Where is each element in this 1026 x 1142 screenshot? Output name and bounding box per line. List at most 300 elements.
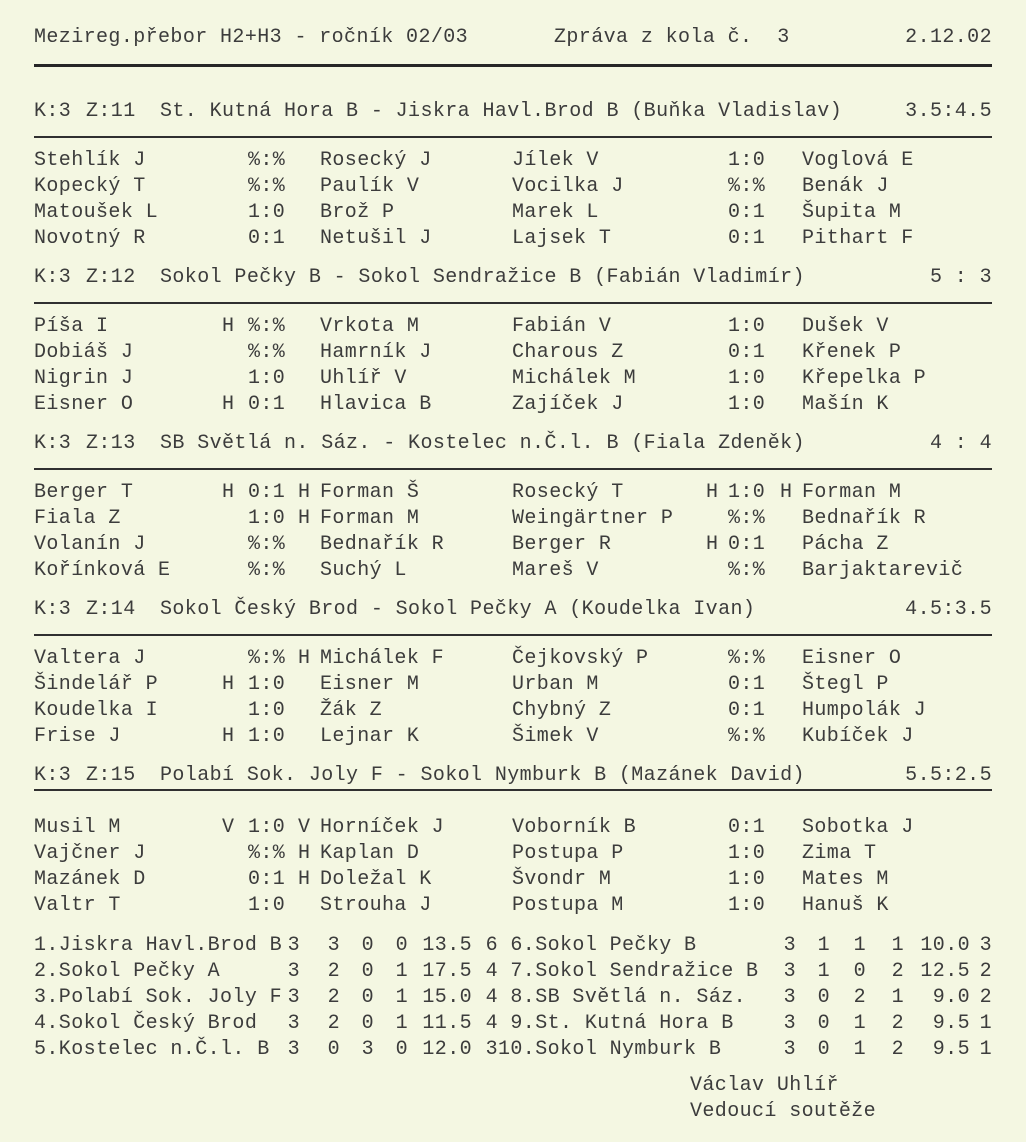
away-player: Bednařík R bbox=[802, 507, 927, 530]
board-row bbox=[34, 200, 992, 226]
handicap-marker bbox=[222, 148, 248, 174]
match-points: 3 bbox=[979, 934, 992, 957]
team-name: 9.St. Kutná Hora B bbox=[498, 1012, 734, 1035]
handicap-marker bbox=[780, 698, 802, 724]
handicap-marker bbox=[780, 558, 802, 584]
board-row bbox=[34, 532, 992, 558]
draws: 1 bbox=[853, 934, 866, 957]
draws: 2 bbox=[853, 986, 866, 1009]
losses: 0 bbox=[395, 934, 408, 957]
handicap-marker bbox=[780, 148, 802, 174]
board-score: 1:0 bbox=[728, 315, 766, 338]
signature-block bbox=[690, 1073, 992, 1125]
board-score: 1:0 bbox=[728, 367, 766, 390]
home-player: Valtera J bbox=[34, 647, 146, 670]
team-name: 7.Sokol Sendražice B bbox=[498, 960, 759, 983]
board-score: %:% bbox=[248, 315, 286, 338]
signature-role: Vedoucí soutěže bbox=[690, 1100, 877, 1123]
handicap-marker bbox=[780, 366, 802, 392]
games-played: 3 bbox=[783, 1038, 796, 1061]
away-player: Hlavica B bbox=[320, 393, 432, 416]
home-player: Fiala Z bbox=[34, 507, 121, 530]
home-player: Urban M bbox=[512, 673, 599, 696]
wins: 2 bbox=[327, 986, 340, 1009]
match-section-z14 bbox=[34, 598, 992, 750]
round-code: K:3 bbox=[34, 100, 72, 123]
board-score: 1:0 bbox=[728, 149, 766, 172]
handicap-marker bbox=[780, 815, 802, 841]
handicap-marker: H bbox=[222, 393, 235, 416]
away-player: Pithart F bbox=[802, 227, 914, 250]
board-rows bbox=[34, 815, 992, 919]
handicap-marker bbox=[298, 174, 320, 200]
handicap-marker bbox=[706, 724, 728, 750]
draws: 0 bbox=[853, 960, 866, 983]
away-player: Mates M bbox=[802, 868, 889, 891]
handicap-marker: H bbox=[298, 842, 311, 865]
away-player: Barjaktarevič bbox=[802, 559, 964, 582]
board-score: 0:1 bbox=[728, 673, 766, 696]
draws: 0 bbox=[361, 1012, 374, 1035]
away-player: Žák Z bbox=[320, 699, 383, 722]
handicap-marker bbox=[706, 366, 728, 392]
team-name: 10.Sokol Nymburk B bbox=[498, 1038, 722, 1061]
away-player: Doležal K bbox=[320, 868, 432, 891]
standings-right-column bbox=[498, 933, 992, 1063]
home-player: Zajíček J bbox=[512, 393, 624, 416]
board-score: %:% bbox=[248, 647, 286, 670]
handicap-marker bbox=[706, 506, 728, 532]
handicap-marker bbox=[780, 672, 802, 698]
handicap-marker: H bbox=[298, 481, 311, 504]
round-code: K:3 bbox=[34, 598, 72, 621]
away-player: Lejnar K bbox=[320, 725, 420, 748]
home-player: Stehlík J bbox=[34, 149, 146, 172]
board-row bbox=[34, 314, 992, 340]
home-player: Berger T bbox=[34, 481, 134, 504]
board-score: %:% bbox=[728, 647, 766, 670]
handicap-marker bbox=[222, 506, 248, 532]
board-score: 1:0 bbox=[248, 367, 286, 390]
home-player: Frise J bbox=[34, 725, 121, 748]
home-player: Koudelka I bbox=[34, 699, 159, 722]
board-score: 1:0 bbox=[728, 393, 766, 416]
wins: 0 bbox=[817, 986, 830, 1009]
board-score: 1:0 bbox=[248, 201, 286, 224]
home-player: Voborník B bbox=[512, 816, 637, 839]
team-name: 6.Sokol Pečky B bbox=[498, 934, 697, 957]
handicap-marker: H bbox=[298, 868, 311, 891]
home-player: Musil M bbox=[34, 816, 121, 839]
handicap-marker bbox=[222, 867, 248, 893]
home-player: Michálek M bbox=[512, 367, 637, 390]
board-row bbox=[34, 506, 992, 532]
handicap-marker bbox=[780, 867, 802, 893]
standings-row bbox=[34, 1037, 498, 1063]
board-score: 0:1 bbox=[248, 393, 286, 416]
board-score: 1:0 bbox=[728, 481, 766, 504]
handicap-marker bbox=[780, 532, 802, 558]
handicap-marker: H bbox=[298, 507, 311, 530]
match-points: 6 bbox=[485, 934, 498, 957]
handicap-marker bbox=[706, 815, 728, 841]
handicap-marker: H bbox=[222, 725, 235, 748]
handicap-marker bbox=[706, 893, 728, 919]
handicap-marker bbox=[706, 841, 728, 867]
match-points: 1 bbox=[979, 1038, 992, 1061]
handicap-marker bbox=[706, 646, 728, 672]
team-name: 1.Jiskra Havl.Brod B bbox=[34, 934, 283, 957]
board-score: 1:0 bbox=[248, 725, 286, 748]
handicap-marker bbox=[706, 672, 728, 698]
match-result: 3.5:4.5 bbox=[905, 100, 992, 123]
board-rows bbox=[34, 314, 992, 418]
home-player: Lajsek T bbox=[512, 227, 612, 250]
match-title: Sokol Pečky B - Sokol Sendražice B (Fabián Vladimír) bbox=[160, 266, 805, 289]
handicap-marker: H bbox=[706, 533, 719, 556]
standings-row bbox=[498, 1037, 992, 1063]
header-divider bbox=[34, 64, 992, 67]
board-points: 17.5 bbox=[422, 960, 472, 983]
board-score: %:% bbox=[248, 559, 286, 582]
board-row bbox=[34, 646, 992, 672]
wins: 0 bbox=[327, 1038, 340, 1061]
handicap-marker bbox=[222, 532, 248, 558]
home-player: Rosecký T bbox=[512, 481, 624, 504]
losses: 1 bbox=[395, 986, 408, 1009]
wins: 1 bbox=[817, 960, 830, 983]
standings-row bbox=[34, 933, 498, 959]
match-result: 4 : 4 bbox=[929, 432, 992, 455]
handicap-marker bbox=[706, 226, 728, 252]
games-played: 3 bbox=[783, 934, 796, 957]
away-player: Paulík V bbox=[320, 175, 420, 198]
match-header bbox=[34, 100, 992, 124]
board-score: 0:1 bbox=[728, 227, 766, 250]
board-score: 0:1 bbox=[248, 868, 286, 891]
away-player: Netušil J bbox=[320, 227, 432, 250]
handicap-marker bbox=[780, 724, 802, 750]
draws: 0 bbox=[361, 960, 374, 983]
losses: 2 bbox=[891, 1038, 904, 1061]
match-number: Z:14 bbox=[86, 598, 136, 621]
board-points: 10.0 bbox=[920, 934, 970, 957]
losses: 1 bbox=[395, 960, 408, 983]
board-row bbox=[34, 226, 992, 252]
match-header bbox=[34, 598, 992, 622]
board-points: 9.0 bbox=[932, 986, 970, 1009]
board-rows bbox=[34, 480, 992, 584]
home-player: Marek L bbox=[512, 201, 599, 224]
standings-row bbox=[34, 985, 498, 1011]
handicap-marker: H bbox=[222, 673, 235, 696]
losses: 1 bbox=[891, 934, 904, 957]
match-title: SB Světlá n. Sáz. - Kostelec n.Č.l. B (Fiala Zdeněk) bbox=[160, 432, 805, 455]
board-score: %:% bbox=[248, 533, 286, 556]
games-played: 3 bbox=[783, 986, 796, 1009]
losses: 1 bbox=[891, 986, 904, 1009]
handicap-marker bbox=[298, 314, 320, 340]
handicap-marker bbox=[298, 392, 320, 418]
standings-row bbox=[34, 959, 498, 985]
home-player: Píša I bbox=[34, 315, 109, 338]
board-row bbox=[34, 815, 992, 841]
board-points: 11.5 bbox=[422, 1012, 472, 1035]
board-points: 9.5 bbox=[932, 1038, 970, 1061]
board-row bbox=[34, 867, 992, 893]
handicap-marker bbox=[222, 174, 248, 200]
handicap-marker bbox=[780, 174, 802, 200]
board-score: %:% bbox=[728, 725, 766, 748]
board-score: %:% bbox=[728, 175, 766, 198]
losses: 0 bbox=[395, 1038, 408, 1061]
handicap-marker bbox=[222, 340, 248, 366]
losses: 2 bbox=[891, 960, 904, 983]
games-played: 3 bbox=[287, 1038, 300, 1061]
board-score: 0:1 bbox=[248, 481, 286, 504]
away-player: Kaplan D bbox=[320, 842, 420, 865]
board-row bbox=[34, 724, 992, 750]
handicap-marker bbox=[706, 867, 728, 893]
handicap-marker bbox=[298, 558, 320, 584]
team-name: 2.Sokol Pečky A bbox=[34, 960, 221, 983]
handicap-marker bbox=[298, 200, 320, 226]
handicap-marker: H bbox=[780, 481, 793, 504]
handicap-marker bbox=[780, 340, 802, 366]
match-section-z11 bbox=[34, 100, 992, 252]
board-row bbox=[34, 392, 992, 418]
home-player: Jílek V bbox=[512, 149, 599, 172]
handicap-marker bbox=[222, 893, 248, 919]
team-name: 3.Polabí Sok. Joly F bbox=[34, 986, 283, 1009]
handicap-marker bbox=[298, 340, 320, 366]
board-score: %:% bbox=[728, 559, 766, 582]
away-player: Forman Š bbox=[320, 481, 420, 504]
home-player: Weingärtner P bbox=[512, 507, 674, 530]
away-player: Forman M bbox=[802, 481, 902, 504]
home-player: Kopecký T bbox=[34, 175, 146, 198]
board-score: %:% bbox=[248, 175, 286, 198]
team-name: 4.Sokol Český Brod bbox=[34, 1012, 258, 1035]
handicap-marker: H bbox=[706, 481, 719, 504]
standings-row bbox=[498, 959, 992, 985]
match-points: 1 bbox=[979, 1012, 992, 1035]
handicap-marker bbox=[222, 646, 248, 672]
home-player: Švondr M bbox=[512, 868, 612, 891]
handicap-marker bbox=[706, 558, 728, 584]
handicap-marker bbox=[222, 200, 248, 226]
home-player: Mazánek D bbox=[34, 868, 146, 891]
board-score: 0:1 bbox=[728, 533, 766, 556]
wins: 3 bbox=[327, 934, 340, 957]
handicap-marker bbox=[706, 698, 728, 724]
away-player: Mašín K bbox=[802, 393, 889, 416]
board-score: %:% bbox=[248, 842, 286, 865]
standings-row bbox=[498, 933, 992, 959]
match-section-z12 bbox=[34, 266, 992, 418]
board-score: 1:0 bbox=[248, 673, 286, 696]
away-player: Eisner M bbox=[320, 673, 420, 696]
away-player: Michálek F bbox=[320, 647, 445, 670]
home-player: Mareš V bbox=[512, 559, 599, 582]
away-player: Rosecký J bbox=[320, 149, 432, 172]
board-score: 0:1 bbox=[728, 201, 766, 224]
standings-row bbox=[498, 1011, 992, 1037]
handicap-marker bbox=[706, 314, 728, 340]
handicap-marker bbox=[780, 314, 802, 340]
handicap-marker bbox=[298, 893, 320, 919]
games-played: 3 bbox=[783, 960, 796, 983]
match-divider bbox=[34, 302, 992, 304]
handicap-marker bbox=[222, 841, 248, 867]
board-row bbox=[34, 340, 992, 366]
home-player: Fabián V bbox=[512, 315, 612, 338]
handicap-marker bbox=[706, 174, 728, 200]
away-player: Šupita M bbox=[802, 201, 902, 224]
board-score: 1:0 bbox=[248, 816, 286, 839]
away-player: Křenek P bbox=[802, 341, 902, 364]
board-points: 12.5 bbox=[920, 960, 970, 983]
handicap-marker bbox=[298, 672, 320, 698]
home-player: Kořínková E bbox=[34, 559, 171, 582]
match-points: 2 bbox=[979, 986, 992, 1009]
match-number: Z:11 bbox=[86, 100, 136, 123]
board-row bbox=[34, 558, 992, 584]
home-player: Šindelář P bbox=[34, 673, 159, 696]
handicap-marker bbox=[298, 724, 320, 750]
draws: 1 bbox=[853, 1038, 866, 1061]
handicap-marker bbox=[298, 698, 320, 724]
draws: 3 bbox=[361, 1038, 374, 1061]
handicap-marker: H bbox=[298, 647, 311, 670]
match-divider bbox=[34, 468, 992, 470]
handicap-marker bbox=[298, 148, 320, 174]
match-title: Polabí Sok. Joly F - Sokol Nymburk B (Mazánek David) bbox=[160, 764, 805, 787]
match-header bbox=[34, 432, 992, 456]
handicap-marker bbox=[298, 226, 320, 252]
match-section-z15 bbox=[34, 764, 992, 919]
handicap-marker bbox=[780, 506, 802, 532]
board-score: 0:1 bbox=[728, 699, 766, 722]
away-player: Eisner O bbox=[802, 647, 902, 670]
games-played: 3 bbox=[287, 1012, 300, 1035]
away-player: Zima T bbox=[802, 842, 877, 865]
handicap-marker bbox=[298, 532, 320, 558]
match-points: 4 bbox=[485, 986, 498, 1009]
handicap-marker: H bbox=[222, 481, 235, 504]
away-player: Kubíček J bbox=[802, 725, 914, 748]
home-player: Nigrin J bbox=[34, 367, 134, 390]
games-played: 3 bbox=[287, 934, 300, 957]
handicap-marker: V bbox=[222, 816, 235, 839]
away-player: Uhlíř V bbox=[320, 367, 407, 390]
board-row bbox=[34, 366, 992, 392]
handicap-marker bbox=[780, 392, 802, 418]
away-player: Brož P bbox=[320, 201, 395, 224]
round-code: K:3 bbox=[34, 764, 72, 787]
home-player: Charous Z bbox=[512, 341, 624, 364]
home-player: Vajčner J bbox=[34, 842, 146, 865]
board-row bbox=[34, 841, 992, 867]
board-rows bbox=[34, 148, 992, 252]
handicap-marker bbox=[298, 366, 320, 392]
away-player: Voglová E bbox=[802, 149, 914, 172]
home-player: Postupa P bbox=[512, 842, 624, 865]
round-code: K:3 bbox=[34, 266, 72, 289]
match-header bbox=[34, 764, 992, 791]
match-title: Sokol Český Brod - Sokol Pečky A (Koudelka Ivan) bbox=[160, 598, 756, 621]
games-played: 3 bbox=[287, 960, 300, 983]
away-player: Sobotka J bbox=[802, 816, 914, 839]
board-score: 1:0 bbox=[248, 699, 286, 722]
away-player: Dušek V bbox=[802, 315, 889, 338]
handicap-marker bbox=[780, 893, 802, 919]
board-score: 1:0 bbox=[248, 894, 286, 917]
match-points: 2 bbox=[979, 960, 992, 983]
away-player: Benák J bbox=[802, 175, 889, 198]
match-points: 3 bbox=[485, 1038, 498, 1061]
draws: 1 bbox=[853, 1012, 866, 1035]
away-player: Humpolák J bbox=[802, 699, 927, 722]
board-row bbox=[34, 893, 992, 919]
match-number: Z:12 bbox=[86, 266, 136, 289]
match-points: 4 bbox=[485, 1012, 498, 1035]
team-name: 5.Kostelec n.Č.l. B bbox=[34, 1038, 270, 1061]
board-score: %:% bbox=[728, 507, 766, 530]
board-row bbox=[34, 174, 992, 200]
handicap-marker: H bbox=[222, 315, 235, 338]
board-score: %:% bbox=[248, 341, 286, 364]
handicap-marker bbox=[222, 366, 248, 392]
home-player: Chybný Z bbox=[512, 699, 612, 722]
board-row bbox=[34, 480, 992, 506]
document-title: Mezireg.přebor H2+H3 - ročník 02/03 bbox=[34, 26, 469, 49]
handicap-marker bbox=[780, 200, 802, 226]
home-player: Matoušek L bbox=[34, 201, 159, 224]
home-player: Volanín J bbox=[34, 533, 146, 556]
home-player: Postupa M bbox=[512, 894, 624, 917]
board-row bbox=[34, 148, 992, 174]
board-points: 12.0 bbox=[422, 1038, 472, 1061]
standings-left-column bbox=[34, 933, 498, 1063]
away-player: Hamrník J bbox=[320, 341, 432, 364]
wins: 2 bbox=[327, 1012, 340, 1035]
wins: 0 bbox=[817, 1038, 830, 1061]
board-score: 0:1 bbox=[728, 341, 766, 364]
handicap-marker bbox=[780, 646, 802, 672]
board-score: %:% bbox=[248, 149, 286, 172]
document-header bbox=[34, 26, 992, 50]
away-player: Horníček J bbox=[320, 816, 445, 839]
match-number: Z:13 bbox=[86, 432, 136, 455]
home-player: Vocilka J bbox=[512, 175, 624, 198]
match-section-z13 bbox=[34, 432, 992, 584]
match-result: 5 : 3 bbox=[929, 266, 992, 289]
losses: 1 bbox=[395, 1012, 408, 1035]
handicap-marker bbox=[780, 841, 802, 867]
draws: 0 bbox=[361, 934, 374, 957]
games-played: 3 bbox=[783, 1012, 796, 1035]
home-player: Dobiáš J bbox=[34, 341, 134, 364]
board-score: 1:0 bbox=[728, 894, 766, 917]
handicap-marker bbox=[222, 226, 248, 252]
board-score: 0:1 bbox=[248, 227, 286, 250]
report-date: 2.12.02 bbox=[905, 26, 992, 49]
away-player: Pácha Z bbox=[802, 533, 889, 556]
handicap-marker bbox=[706, 392, 728, 418]
match-number: Z:15 bbox=[86, 764, 136, 787]
report-round-label: Zpráva z kola č. 3 bbox=[554, 26, 790, 49]
